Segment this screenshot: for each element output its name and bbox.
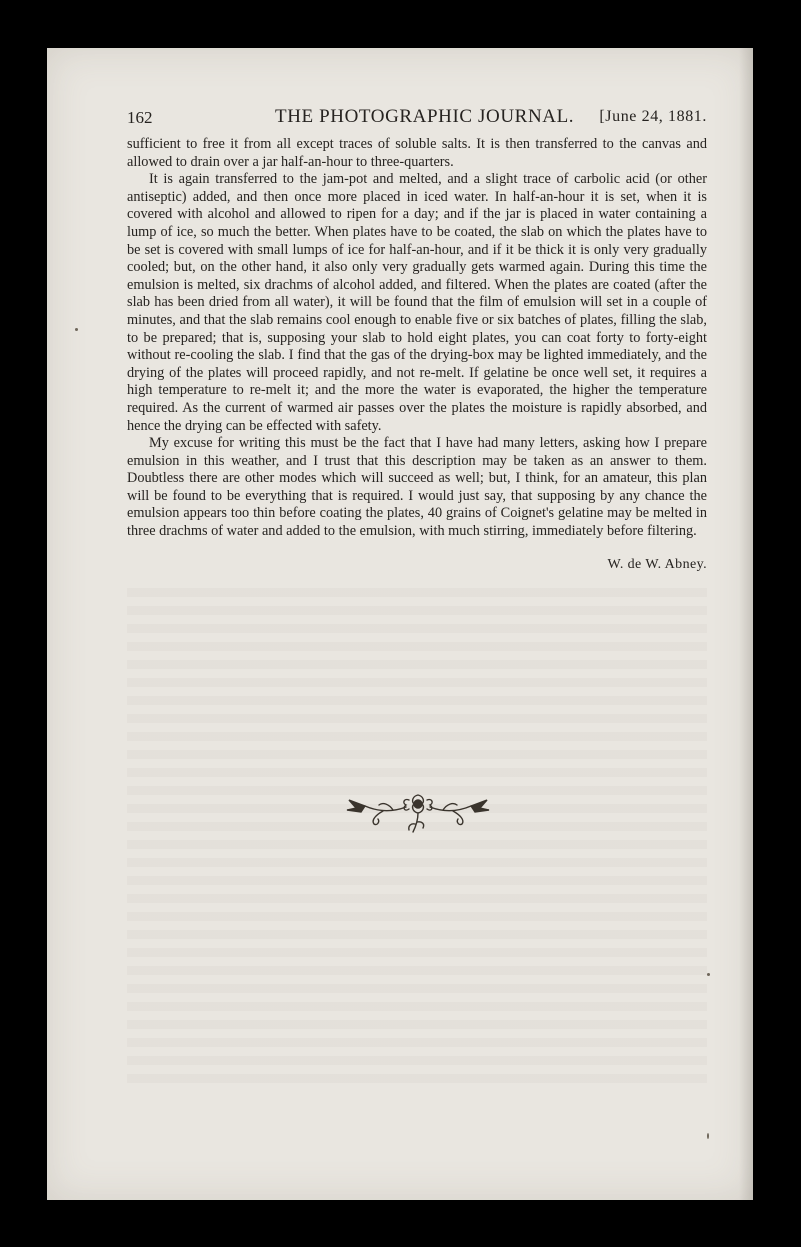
page-number: 162 [127, 108, 153, 127]
document-page [47, 48, 753, 1200]
journal-title: THE PHOTOGRAPHIC JOURNAL. [275, 106, 575, 127]
paper-speck [707, 1133, 709, 1139]
running-header [127, 106, 707, 130]
page-edge-shadow [739, 48, 753, 1200]
paragraph: sufficient to free it from all except traces of soluble salts. It is then transferred to the canvas and allowed to drain over a jar half-an-hour to three-quarters. [127, 136, 707, 170]
paper-speck [75, 328, 78, 331]
paper-speck [707, 973, 710, 976]
bleed-through-texture [127, 588, 707, 1088]
article-body [127, 136, 707, 541]
issue-date: [June 24, 1881. [599, 108, 707, 125]
floral-ornament-icon [343, 790, 493, 836]
paragraph: My excuse for writing this must be the fact that I have had many letters, asking how I prepare emulsion in this weather, and I trust that this description may be taken as an answer to them. Doubtless there are other modes which will succeed as well; but, I think, for an amateur, this plan will be found to be everything that is required. I would just say, that supposing by any chance the emulsion appears too thin before coating the plates, 40 grains of Coignet's gelatine may be melted in three drachms of water and added to the emulsion, with much stirring, immediately before filtering. [127, 435, 707, 540]
author-signature: W. de W. Abney. [607, 557, 707, 572]
paragraph: It is again transferred to the jam-pot and melted, and a slight trace of carbolic acid (or other antiseptic) added, and then once more placed in iced water. In half-an-hour it is set, when it is covered with alcohol and allowed to ripen for a day; and if the jar is placed in water containing a lump of ice, so much the better. When plates have to be coated, the slab on which the plates have to be set is covered with small lumps of ice for half-an-hour, and if it be thick it is only very gradually cooled; but, on the other hand, it also only very gradually gets warmed again. During this time the emulsion is melted, six drachms of alcohol added, and filtered. When the plates are coated (after the slab has been dried from all water), it will be found that the film of emulsion will set in a couple of minutes, and that the slab remains cool enough to enable five or six batches of plates, filling the slab, to be prepared; that is, supposing your slab to hold eight plates, you can coat forty to forty-eight without re-cooling the slab. I find that the gas of the drying-box may be lighted immediately, and the drying of the plates will proceed rapidly, and not re-melt. If gelatine be once well set, it requires a high temperature to re-melt it; and the more the water is evaporated, the higher the temperature required. As the current of warmed air passes over the plates the moisture is rapidly absorbed, and hence the drying can be effected with safety. [127, 171, 707, 434]
